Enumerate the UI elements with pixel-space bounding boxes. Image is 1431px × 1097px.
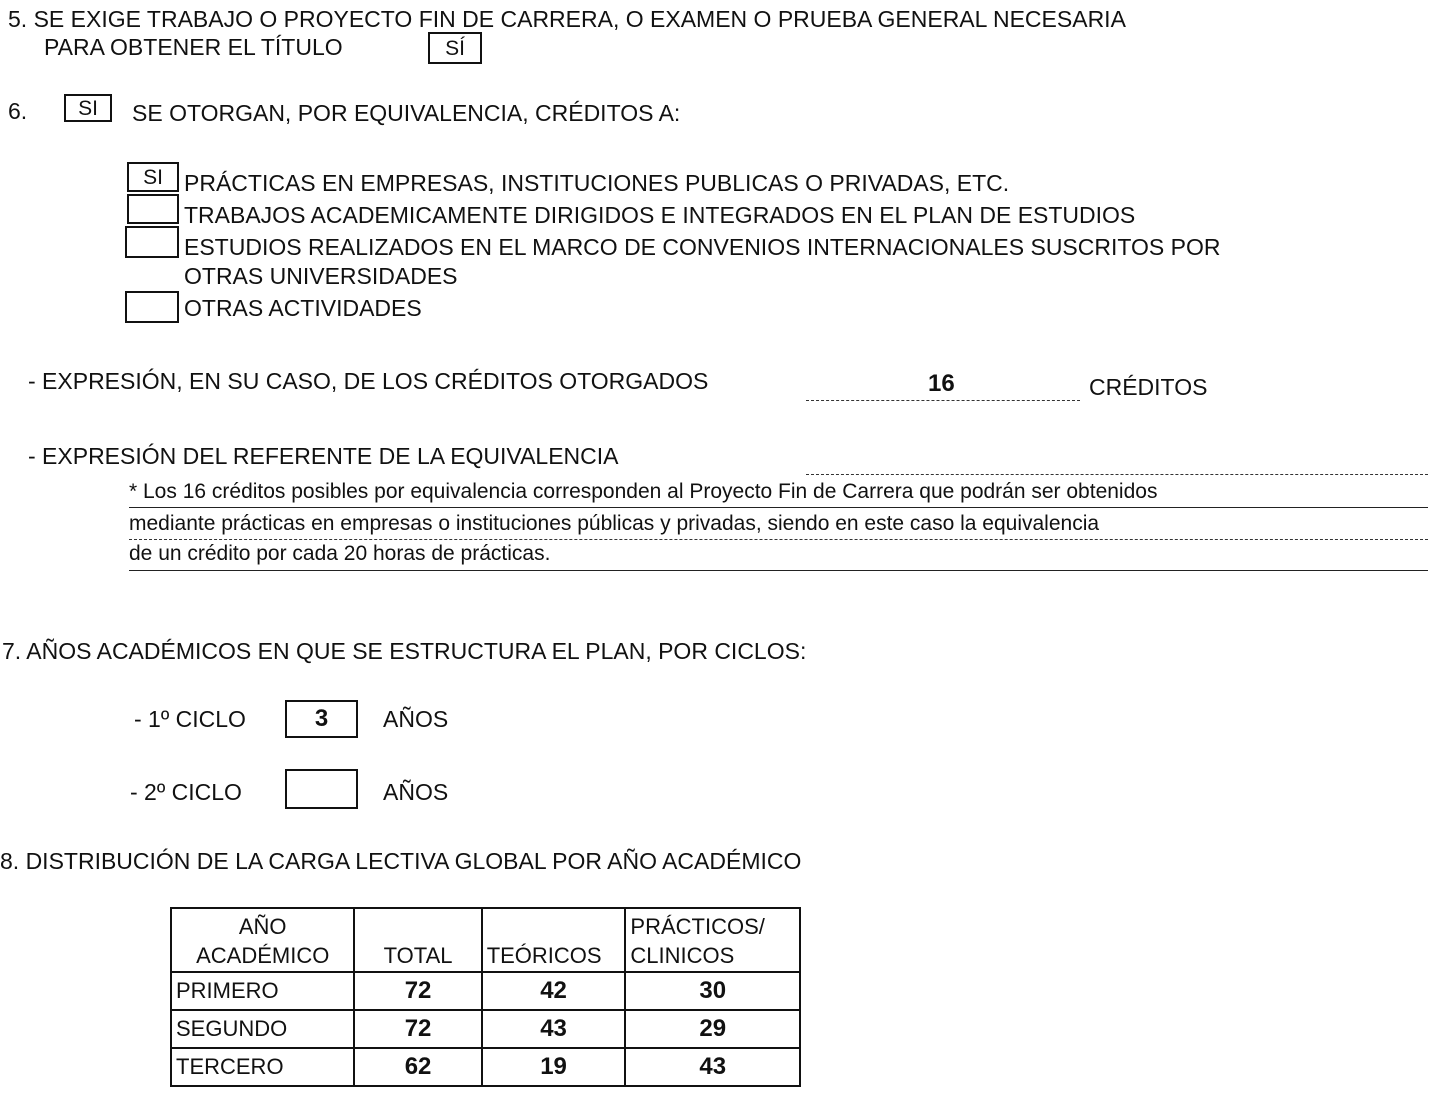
option-label-continued: OTRAS UNIVERSIDADES bbox=[184, 263, 458, 289]
header-ano-academico: AÑO ACADÉMICO bbox=[171, 908, 354, 972]
teoricos-cell: 19 bbox=[482, 1048, 626, 1086]
option-label: ESTUDIOS REALIZADOS EN EL MARCO DE CONVENIOS INTERNACIONALES SUSCRITOS POR bbox=[184, 234, 1221, 260]
table-row bbox=[171, 1010, 800, 1048]
section5-question-line1: 5. SE EXIGE TRABAJO O PROYECTO FIN DE CARRERA, O EXAMEN O PRUEBA GENERAL NECESARIA bbox=[8, 6, 1126, 32]
referent-label: - EXPRESIÓN DEL REFERENTE DE LA EQUIVALENCIA bbox=[28, 443, 619, 469]
referent-line: * Los 16 créditos posibles por equivalencia corresponden al Proyecto Fin de Carrera que podrán ser obtenidos bbox=[129, 480, 1158, 503]
year-cell: SEGUNDO bbox=[171, 1010, 354, 1048]
referent-fill-line bbox=[806, 474, 1428, 475]
section7-title: 7. AÑOS ACADÉMICOS EN QUE SE ESTRUCTURA EL PLAN, POR CICLOS: bbox=[2, 638, 807, 664]
header-total: TOTAL bbox=[354, 908, 481, 972]
referent-fill-line bbox=[129, 539, 1428, 540]
option-mark-box bbox=[125, 226, 179, 258]
cycle1-years-box: 3 bbox=[285, 700, 358, 738]
header-practicos-clinicos: PRÁCTICOS/ CLINICOS bbox=[625, 908, 800, 972]
cycle2-unit: AÑOS bbox=[383, 779, 449, 805]
cycle1-label: - 1º CICLO bbox=[134, 706, 246, 732]
practicos-cell: 43 bbox=[625, 1048, 800, 1086]
year-cell: PRIMERO bbox=[171, 972, 354, 1010]
section8-title: 8. DISTRIBUCIÓN DE LA CARGA LECTIVA GLOBAL POR AÑO ACADÉMICO bbox=[0, 848, 802, 874]
total-cell: 72 bbox=[354, 972, 481, 1010]
cycle2-label: - 2º CICLO bbox=[130, 779, 242, 805]
practicos-cell: 29 bbox=[625, 1010, 800, 1048]
practicos-cell: 30 bbox=[625, 972, 800, 1010]
section6-number: 6. bbox=[8, 98, 28, 124]
credits-unit: CRÉDITOS bbox=[1089, 374, 1208, 400]
option-label: TRABAJOS ACADEMICAMENTE DIRIGIDOS E INTEGRADOS EN EL PLAN DE ESTUDIOS bbox=[184, 202, 1136, 228]
table-row bbox=[171, 972, 800, 1010]
referent-line: de un crédito por cada 20 horas de prácticas. bbox=[129, 542, 551, 565]
table-row bbox=[171, 1048, 800, 1086]
section5-answer-box: SÍ bbox=[428, 32, 482, 64]
referent-line: mediante prácticas en empresas o instituciones públicas y privadas, siendo en este caso la equivalencia bbox=[129, 512, 1100, 535]
referent-fill-line bbox=[129, 570, 1428, 571]
total-cell: 62 bbox=[354, 1048, 481, 1086]
teoricos-cell: 42 bbox=[482, 972, 626, 1010]
total-cell: 72 bbox=[354, 1010, 481, 1048]
referent-fill-line bbox=[129, 507, 1428, 508]
option-mark-box bbox=[125, 291, 179, 323]
teoricos-cell: 43 bbox=[482, 1010, 626, 1048]
option-label: PRÁCTICAS EN EMPRESAS, INSTITUCIONES PUBLICAS O PRIVADAS, ETC. bbox=[184, 170, 1010, 196]
option-label: OTRAS ACTIVIDADES bbox=[184, 295, 422, 321]
cycle2-years-box bbox=[285, 769, 358, 809]
credits-value: 16 bbox=[928, 370, 955, 397]
credits-label: - EXPRESIÓN, EN SU CASO, DE LOS CRÉDITOS OTORGADOS bbox=[28, 368, 709, 394]
year-cell: TERCERO bbox=[171, 1048, 354, 1086]
carga-lectiva-table bbox=[170, 907, 801, 1087]
option-mark-box bbox=[127, 194, 179, 224]
header-teoricos: TEÓRICOS bbox=[482, 908, 626, 972]
section6-answer-box: SI bbox=[64, 94, 112, 122]
section6-title: SE OTORGAN, POR EQUIVALENCIA, CRÉDITOS A: bbox=[132, 100, 681, 126]
option-mark-box: SI bbox=[127, 162, 179, 192]
table-header-row bbox=[171, 908, 800, 972]
section5-question-line2: PARA OBTENER EL TÍTULO bbox=[44, 34, 343, 60]
credits-fill-line bbox=[806, 400, 1080, 401]
cycle1-unit: AÑOS bbox=[383, 706, 449, 732]
